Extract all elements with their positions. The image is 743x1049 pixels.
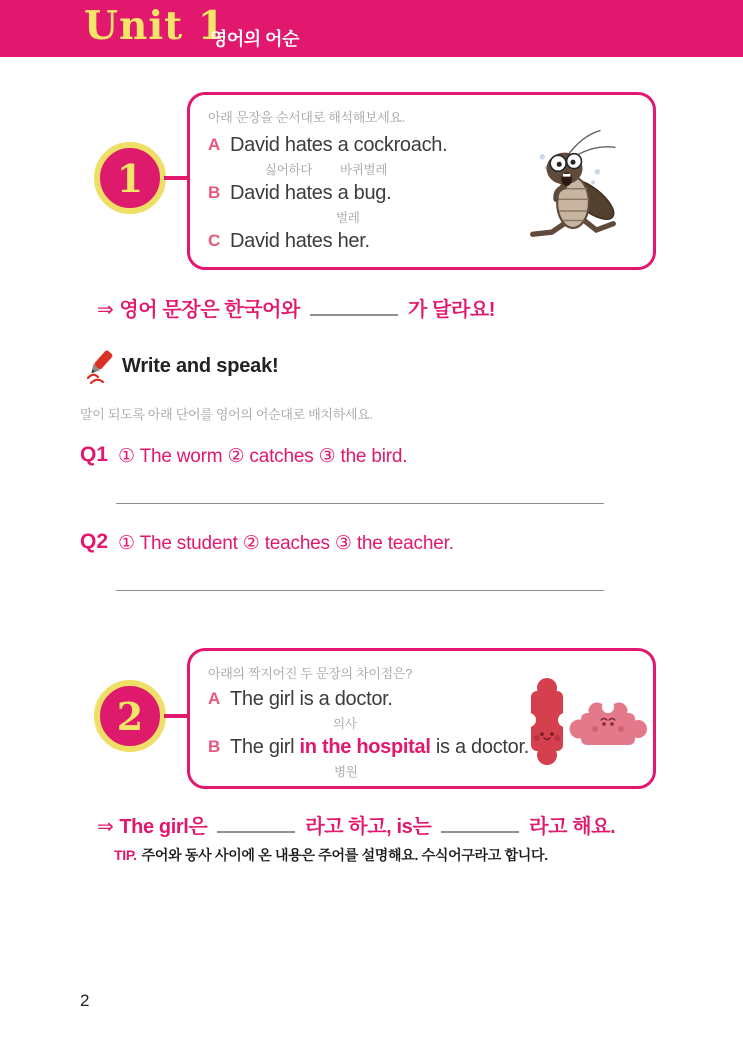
word-note-hates: 싫어하다 [265,163,313,177]
word-note-doctor: 의사 [333,717,357,731]
question-1-text: ① The worm ② catches ③ the bird. [118,446,408,467]
activity-1-number: 1 [116,155,144,201]
sentence-row-c [208,230,370,253]
activity-2-number-badge [94,680,166,752]
unit-subtitle: 영어의 어순 [210,29,299,49]
activity-1-box [187,92,656,270]
activity-2-summary-line [97,810,615,839]
summary-2-part3: 라고 해요. [529,816,616,838]
sentence-b-text: David hates a bug. [230,182,392,204]
arrow-icon: ⇒ [97,299,114,321]
question-2-label: Q2 [80,530,109,553]
fill-in-blank-2 [217,817,295,833]
question-2-text: ① The student ② teaches ③ the teacher. [118,533,454,554]
summary-1-before: 영어 문장은 한국어와 [119,299,300,321]
activity-1-instruction: 아래 문장을 순서대로 해석해보세요. [208,110,406,125]
sentence-b2-post: is a doctor. [430,736,529,758]
fill-in-blank-1 [310,300,398,316]
pencil-icon [85,350,119,386]
sentence-label-b: B [208,183,221,202]
question-2-answer-line [116,590,604,591]
fill-in-blank-3 [441,817,519,833]
puzzle-illustration [515,673,647,773]
tip-line [114,845,548,865]
activity-2-number: 2 [116,693,144,739]
sentence-b2-highlight: in the hospital [299,736,431,758]
sentence-row-b [208,182,391,205]
sentence-row-a [208,134,447,157]
sentence-a-text: David hates a cockroach. [230,134,448,156]
activity-2-box [187,648,656,789]
activity-1-summary-line [97,293,495,322]
unit-title: Unit 1 [84,3,226,49]
sentence-label-b2: B [208,737,221,756]
arrow-icon: ⇒ [97,816,114,838]
summary-2-part2: 라고 하고, is는 [305,816,432,838]
summary-1-after: 가 달라요! [407,299,496,321]
tip-text: 주어와 동사 사이에 온 내용은 주어를 설명해요. 수식어구라고 합니다. [141,847,548,863]
unit-header-bar [0,0,743,57]
write-and-speak-title: Write and speak! [122,355,279,377]
sentence-c-text: David hates her. [230,230,370,252]
summary-2-part1: The girl은 [119,816,208,838]
sentence-label-a2: A [208,689,221,708]
sentence-row-a2 [208,688,393,711]
word-note-hospital: 병원 [334,765,358,779]
word-note-bug: 벌레 [336,211,360,225]
sentence-row-b2 [208,736,529,759]
question-1-answer-line [116,503,604,504]
sentence-label-a: A [208,135,221,154]
cockroach-illustration [520,125,626,245]
sentence-label-c: C [208,231,221,250]
page-number: 2 [80,991,90,1010]
question-1-label: Q1 [80,443,109,466]
activity-2-instruction: 아래의 짝지어진 두 문장의 차이점은? [208,666,413,681]
word-note-cockroach: 바퀴벌레 [340,163,388,177]
tip-label: TIP. [114,847,137,863]
write-and-speak-instruction: 말이 되도록 아래 단어를 영어의 어순대로 배치하세요. [80,407,373,422]
activity-1-number-badge [94,142,166,214]
sentence-a2-text: The girl is a doctor. [230,688,393,710]
sentence-b2-pre: The girl [230,736,300,758]
